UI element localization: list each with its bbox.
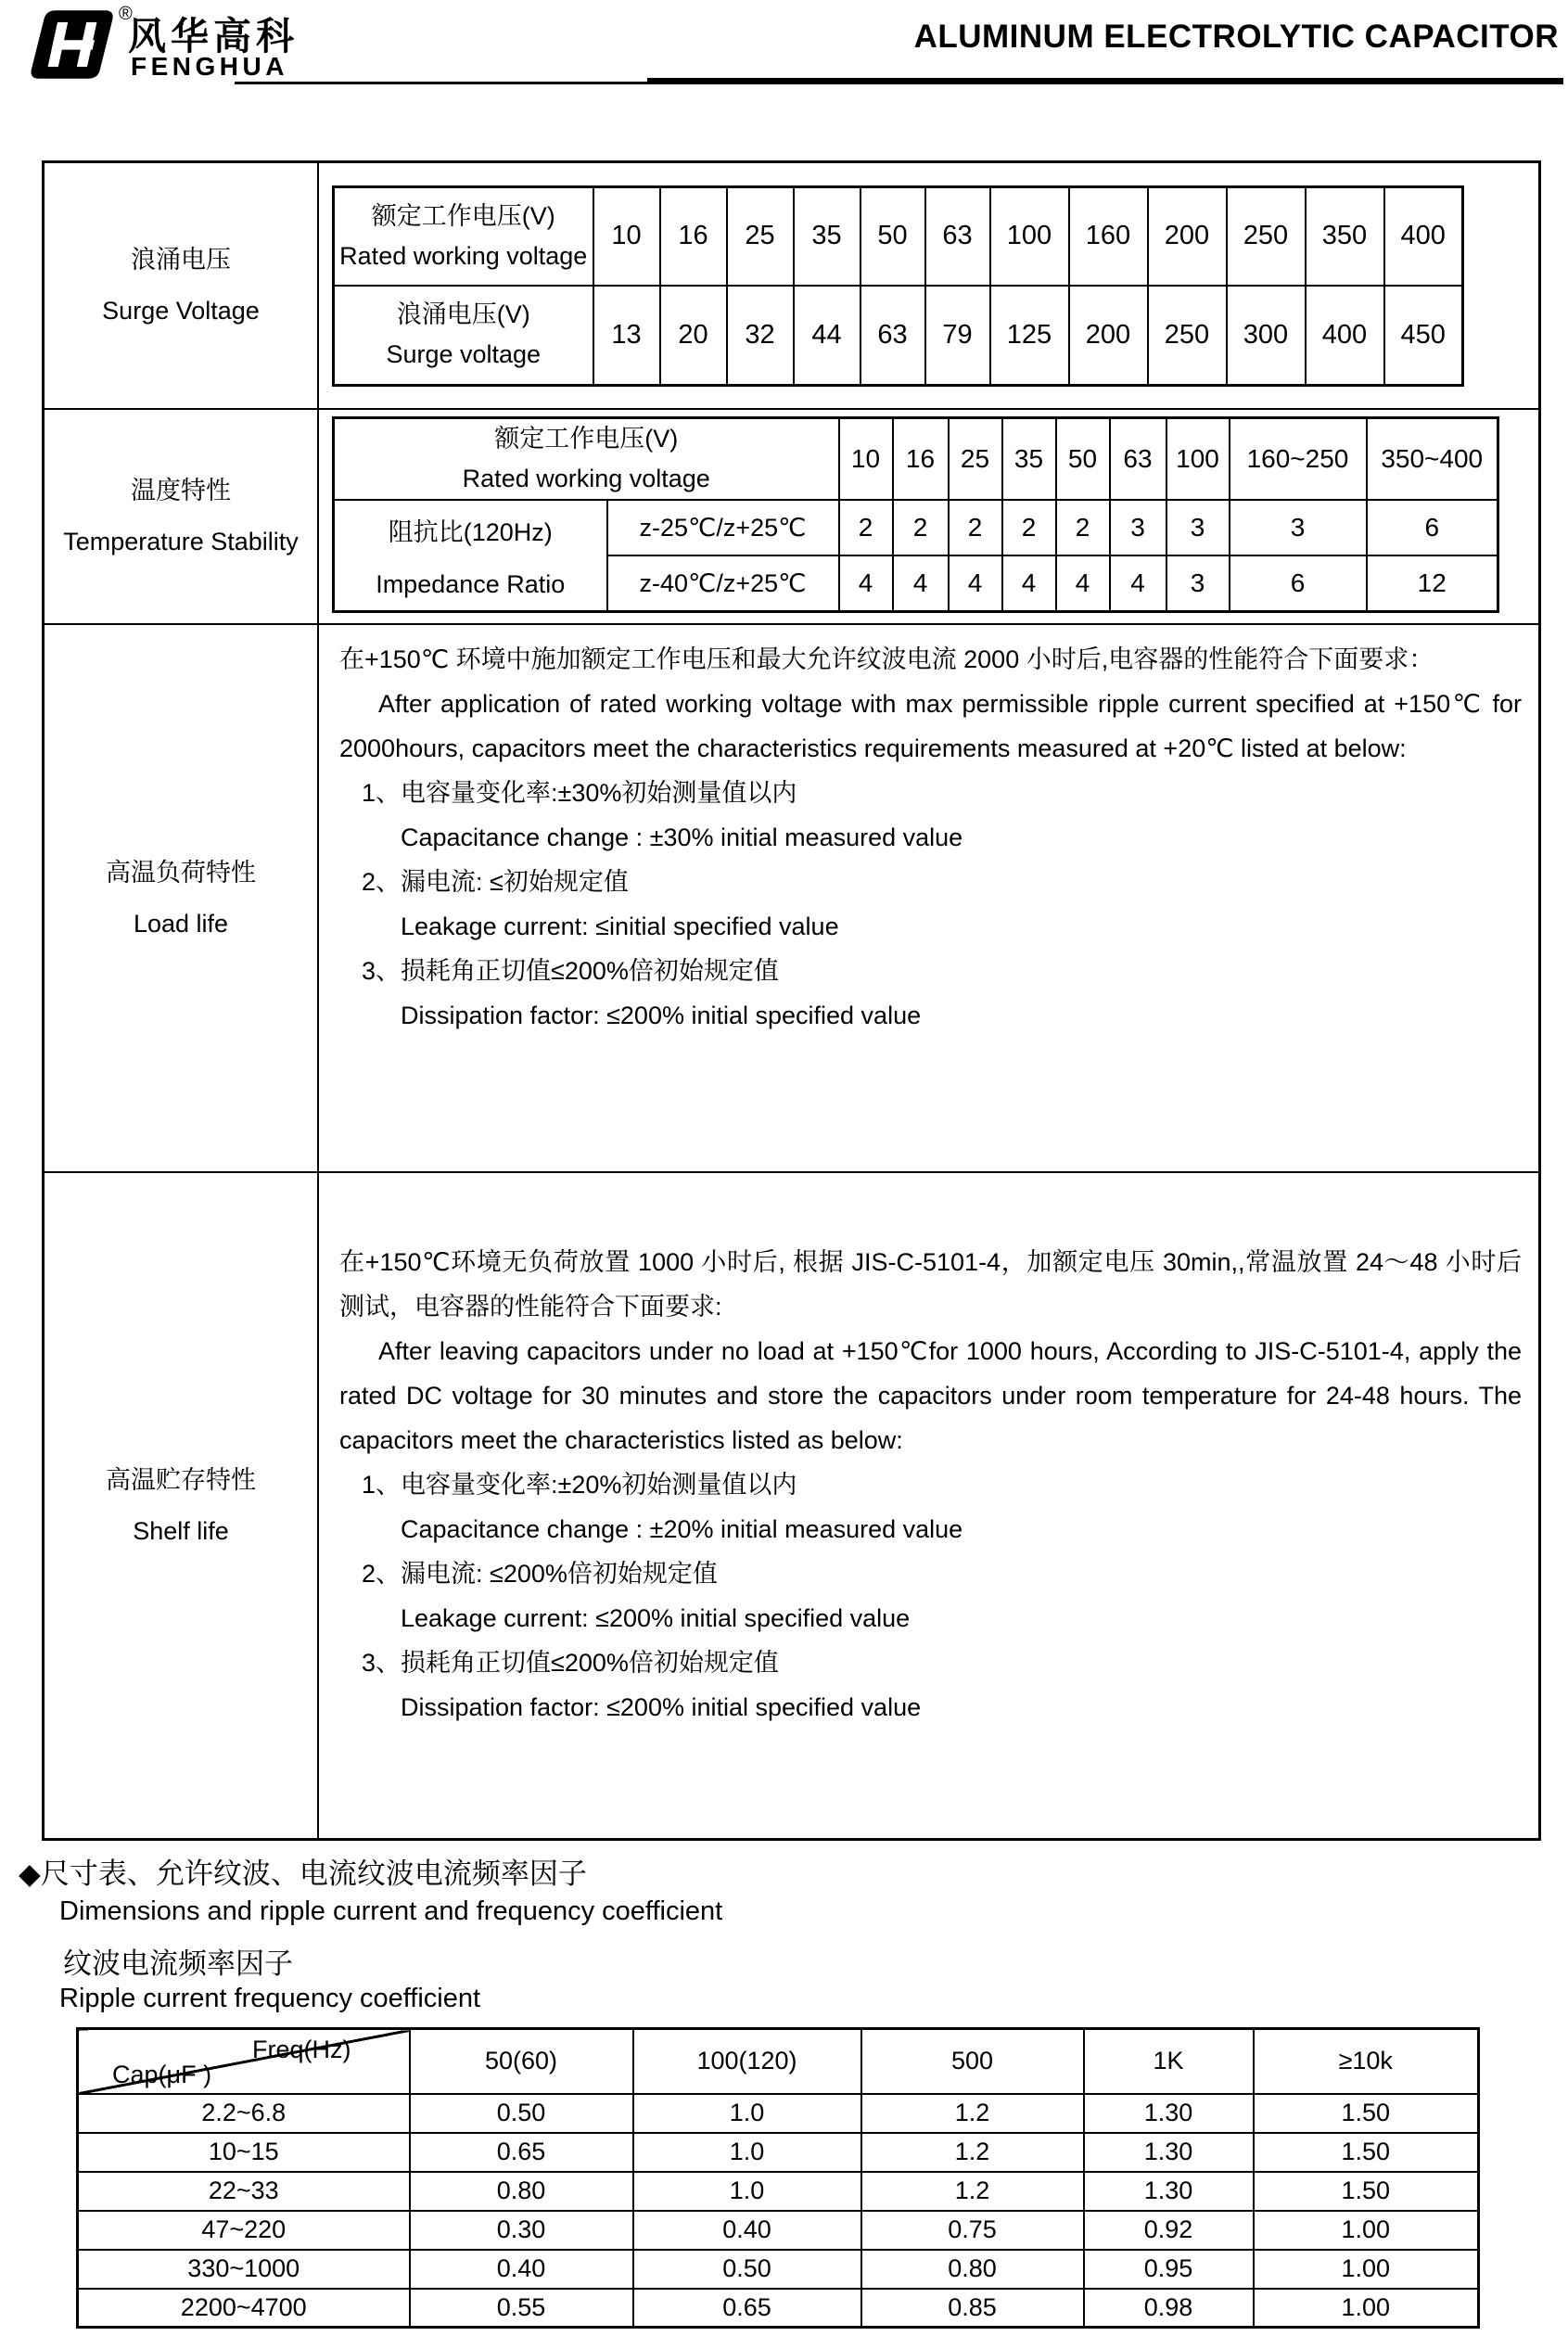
surge-voltage-value: 250 [1148, 286, 1227, 386]
cap-axis-label: Cap(μF ) [112, 2060, 212, 2088]
rated-voltage-value: 63 [925, 187, 990, 286]
rated-voltage-value: 35 [794, 187, 860, 286]
impedance-ratio-label-en: Impedance Ratio [376, 570, 566, 598]
impedance-ratio-label-cn: 阻抗比(120Hz) [388, 518, 553, 546]
coefficient-cell: 0.95 [1084, 2250, 1254, 2289]
specification-table [42, 160, 1541, 1841]
header-rule-thick [647, 78, 1563, 84]
load-life-item-en: Capacitance change : ±30% initial measured value [401, 823, 963, 851]
coefficient-cell: 1.0 [633, 2094, 861, 2133]
load-life-content [319, 625, 1538, 1171]
shelf-life-row-label-cn: 高温贮存特性 [106, 1465, 256, 1494]
surge-voltage-value: 200 [1069, 286, 1148, 386]
coefficient-cell: 0.65 [410, 2133, 633, 2172]
ripple-coefficient-heading-en: Ripple current frequency coefficient [59, 1984, 481, 2013]
header-rule-thin [235, 82, 650, 84]
coefficient-cell: 1.30 [1084, 2172, 1254, 2211]
load-life-item-en: Leakage current: ≤initial specified value [401, 913, 839, 940]
cap-range-cell: 330~1000 [78, 2250, 410, 2289]
freq-axis-label: Freq(Hz) [252, 2036, 351, 2063]
cap-range-cell: 2.2~6.8 [78, 2094, 410, 2133]
condition-minus25: z-25℃/z+25℃ [607, 500, 839, 555]
shelf-life-row-label-en: Shelf life [133, 1516, 229, 1545]
ratio-minus40-value: 6 [1230, 555, 1367, 611]
coefficient-cell: 1.2 [861, 2094, 1084, 2133]
impedance-ratio-inner-table [332, 416, 1499, 613]
coefficient-cell: 1.00 [1254, 2211, 1479, 2250]
rated-voltage-header-cn: 额定工作电压(V) [371, 201, 555, 230]
logo-text-cn: 风华高科 [128, 15, 299, 57]
rated-voltage-value: 200 [1148, 187, 1227, 286]
freq-column-header: 100(120) [633, 2029, 861, 2094]
page-title: ALUMINUM ELECTROLYTIC CAPACITOR [913, 19, 1559, 55]
temperature-row-label [45, 410, 319, 623]
shelf-life-item-en: Leakage current: ≤200% initial specified value [401, 1604, 911, 1632]
logo-text-en: FENGHUA [131, 52, 288, 81]
ratio-minus40-value: 4 [949, 555, 1002, 611]
surge-row-label-en: Surge Voltage [102, 297, 260, 325]
freq-column-header: 50(60) [410, 2029, 633, 2094]
ratio-minus25-value: 6 [1367, 500, 1498, 555]
surge-voltage-value: 300 [1227, 286, 1306, 386]
freq-column-header: 1K [1084, 2029, 1254, 2094]
rated-voltage-value: 50 [860, 187, 925, 286]
ratio-minus40-value: 4 [1110, 555, 1166, 611]
freq-table-row [78, 2289, 1479, 2328]
cap-range-cell: 47~220 [78, 2211, 410, 2250]
ratio-minus40-value: 4 [839, 555, 893, 611]
dimensions-heading-cn: ◆尺寸表、允许纹波、电流纹波电流频率因子 [19, 1857, 587, 1890]
coefficient-cell: 1.50 [1254, 2133, 1479, 2172]
surge-voltage-inner-table [332, 185, 1464, 387]
cap-range-cell: 10~15 [78, 2133, 410, 2172]
ratio-minus25-value: 2 [1002, 500, 1056, 555]
surge-voltage-value: 400 [1306, 286, 1384, 386]
rated-voltage-value: 250 [1227, 187, 1306, 286]
surge-row-label-cn: 浪涌电压 [131, 246, 231, 274]
surge-voltage-value: 79 [925, 286, 990, 386]
rated-voltage-value: 100 [990, 187, 1069, 286]
coefficient-cell: 1.00 [1254, 2289, 1479, 2328]
ratio-minus40-value: 4 [1002, 555, 1056, 611]
freq-cap-corner-cell [78, 2029, 410, 2094]
load-life-item-cn: 3、损耗角正切值≤200%倍初始规定值 [362, 957, 779, 985]
temp-voltage-value: 50 [1056, 418, 1110, 501]
load-life-item-en: Dissipation factor: ≤200% initial specified value [401, 1002, 922, 1029]
temp-voltage-value: 35 [1002, 418, 1056, 501]
rated-voltage-value: 16 [660, 187, 727, 286]
coefficient-cell: 0.85 [861, 2289, 1084, 2328]
freq-table-row [78, 2211, 1479, 2250]
surge-voltage-header-cn: 浪涌电压(V) [396, 300, 530, 329]
coefficient-cell: 0.65 [633, 2289, 861, 2328]
ratio-minus25-value: 3 [1166, 500, 1230, 555]
ratio-minus25-value: 3 [1230, 500, 1367, 555]
shelf-life-intro-en: After leaving capacitors under no load at +150℃for 1000 hours, According to JIS-C-5101-4, apply the rated DC voltage for 30 minutes and store the capacitors under room temperature for 24-48 hours. The capacitors meet the characteristics listed as below: [339, 1337, 1522, 1454]
registered-trademark-icon: ® [119, 4, 133, 24]
temp-voltage-value: 63 [1110, 418, 1166, 501]
surge-row-content [319, 163, 1538, 408]
coefficient-cell: 1.30 [1084, 2094, 1254, 2133]
surge-voltage-value: 44 [794, 286, 860, 386]
coefficient-cell: 1.00 [1254, 2250, 1479, 2289]
ratio-minus40-value: 4 [1056, 555, 1110, 611]
coefficient-cell: 1.2 [861, 2172, 1084, 2211]
shelf-life-item-en: Dissipation factor: ≤200% initial specified value [401, 1693, 922, 1721]
surge-voltage-header [334, 286, 593, 386]
coefficient-cell: 0.75 [861, 2211, 1084, 2250]
load-life-row-label-cn: 高温负荷特性 [106, 858, 256, 887]
condition-minus40: z-40℃/z+25℃ [607, 555, 839, 611]
rated-voltage-value: 160 [1069, 187, 1148, 286]
coefficient-cell: 0.98 [1084, 2289, 1254, 2328]
temp-rated-voltage-header-cn: 额定工作电压(V) [494, 425, 679, 453]
shelf-life-item-en: Capacitance change : ±20% initial measured value [401, 1515, 963, 1543]
temperature-stability-row [45, 410, 1538, 625]
temp-voltage-value: 10 [839, 418, 893, 501]
coefficient-cell: 0.50 [410, 2094, 633, 2133]
shelf-life-item-cn: 3、损耗角正切值≤200%倍初始规定值 [362, 1649, 779, 1677]
rated-voltage-value: 10 [593, 187, 660, 286]
rated-voltage-value: 400 [1384, 187, 1463, 286]
coefficient-cell: 1.30 [1084, 2133, 1254, 2172]
freq-table-row [78, 2172, 1479, 2211]
ratio-minus40-value: 4 [893, 555, 949, 611]
coefficient-cell: 1.50 [1254, 2094, 1479, 2133]
temp-rated-voltage-header-en: Rated working voltage [462, 465, 710, 492]
surge-row-label [45, 163, 319, 408]
temp-rated-voltage-header [334, 418, 839, 501]
freq-column-header: 500 [861, 2029, 1084, 2094]
cap-range-cell: 2200~4700 [78, 2289, 410, 2328]
coefficient-cell: 0.50 [633, 2250, 861, 2289]
shelf-life-row [45, 1173, 1538, 1838]
surge-voltage-value: 450 [1384, 286, 1463, 386]
load-life-item-cn: 2、漏电流: ≤初始规定值 [362, 868, 629, 896]
surge-voltage-row [45, 163, 1538, 410]
ratio-minus25-value: 2 [839, 500, 893, 555]
ripple-coefficient-heading-cn: 纹波电流频率因子 [63, 1947, 293, 1980]
load-life-intro-en: After application of rated working voltage with max permissible ripple current specified at +150℃ for 2000hours, capacitors meet the characteristics requirements measured at +20℃ listed at below: [339, 690, 1522, 762]
shelf-life-intro-cn: 在+150℃环境无负荷放置 1000 小时后, 根据 JIS-C-5101-4，加额定电压 30min,,常温放置 24～48 小时后测试，电容器的性能符合下面要求: [339, 1248, 1522, 1321]
fenghua-logo-icon [26, 7, 119, 86]
coefficient-cell: 1.50 [1254, 2172, 1479, 2211]
load-life-intro-cn: 在+150℃ 环境中施加额定工作电压和最大允许纹波电流 2000 小时后,电容器的性能符合下面要求： [339, 645, 1434, 673]
shelf-life-content [319, 1173, 1538, 1838]
shelf-life-item-cn: 2、漏电流: ≤200%倍初始规定值 [362, 1560, 718, 1588]
ratio-minus25-value: 2 [893, 500, 949, 555]
rated-voltage-header-en: Rated working voltage [339, 241, 588, 270]
dimensions-heading-en: Dimensions and ripple current and frequency coefficient [59, 1896, 723, 1926]
temperature-row-label-en: Temperature Stability [63, 528, 299, 555]
rated-voltage-value: 350 [1306, 187, 1384, 286]
coefficient-cell: 0.92 [1084, 2211, 1254, 2250]
impedance-ratio-label [334, 500, 607, 612]
temperature-row-content [319, 410, 1538, 623]
cap-range-cell: 22~33 [78, 2172, 410, 2211]
temp-voltage-value: 16 [893, 418, 949, 501]
rated-voltage-header [334, 187, 593, 286]
coefficient-cell: 0.40 [633, 2211, 861, 2250]
coefficient-cell: 0.80 [410, 2172, 633, 2211]
surge-voltage-header-en: Surge voltage [386, 340, 542, 369]
surge-voltage-value: 20 [660, 286, 727, 386]
surge-voltage-value: 125 [990, 286, 1069, 386]
temp-voltage-value: 100 [1166, 418, 1230, 501]
ratio-minus40-value: 12 [1367, 555, 1498, 611]
coefficient-cell: 0.30 [410, 2211, 633, 2250]
surge-voltage-value: 63 [860, 286, 925, 386]
shelf-life-item-cn: 1、电容量变化率:±20%初始测量值以内 [362, 1471, 797, 1499]
load-life-row-label-en: Load life [133, 909, 229, 938]
freq-table-row [78, 2250, 1479, 2289]
frequency-coefficient-table [76, 2027, 1480, 2329]
coefficient-cell: 0.40 [410, 2250, 633, 2289]
shelf-life-row-label [45, 1173, 319, 1838]
freq-table-row [78, 2094, 1479, 2133]
temp-voltage-value: 350~400 [1367, 418, 1498, 501]
temp-voltage-value: 25 [949, 418, 1002, 501]
load-life-item-cn: 1、电容量变化率:±30%初始测量值以内 [362, 779, 797, 807]
ratio-minus25-value: 2 [1056, 500, 1110, 555]
surge-voltage-value: 13 [593, 286, 660, 386]
temp-voltage-value: 160~250 [1230, 418, 1367, 501]
coefficient-cell: 0.80 [861, 2250, 1084, 2289]
ratio-minus25-value: 2 [949, 500, 1002, 555]
freq-table-row [78, 2133, 1479, 2172]
coefficient-cell: 1.0 [633, 2133, 861, 2172]
coefficient-cell: 0.55 [410, 2289, 633, 2328]
freq-column-header: ≥10k [1254, 2029, 1479, 2094]
coefficient-cell: 1.2 [861, 2133, 1084, 2172]
surge-voltage-value: 32 [727, 286, 794, 386]
load-life-row [45, 625, 1538, 1173]
ratio-minus40-value: 3 [1166, 555, 1230, 611]
ratio-minus25-value: 3 [1110, 500, 1166, 555]
coefficient-cell: 1.0 [633, 2172, 861, 2211]
temperature-row-label-cn: 温度特性 [131, 477, 231, 504]
rated-voltage-value: 25 [727, 187, 794, 286]
load-life-row-label [45, 625, 319, 1171]
